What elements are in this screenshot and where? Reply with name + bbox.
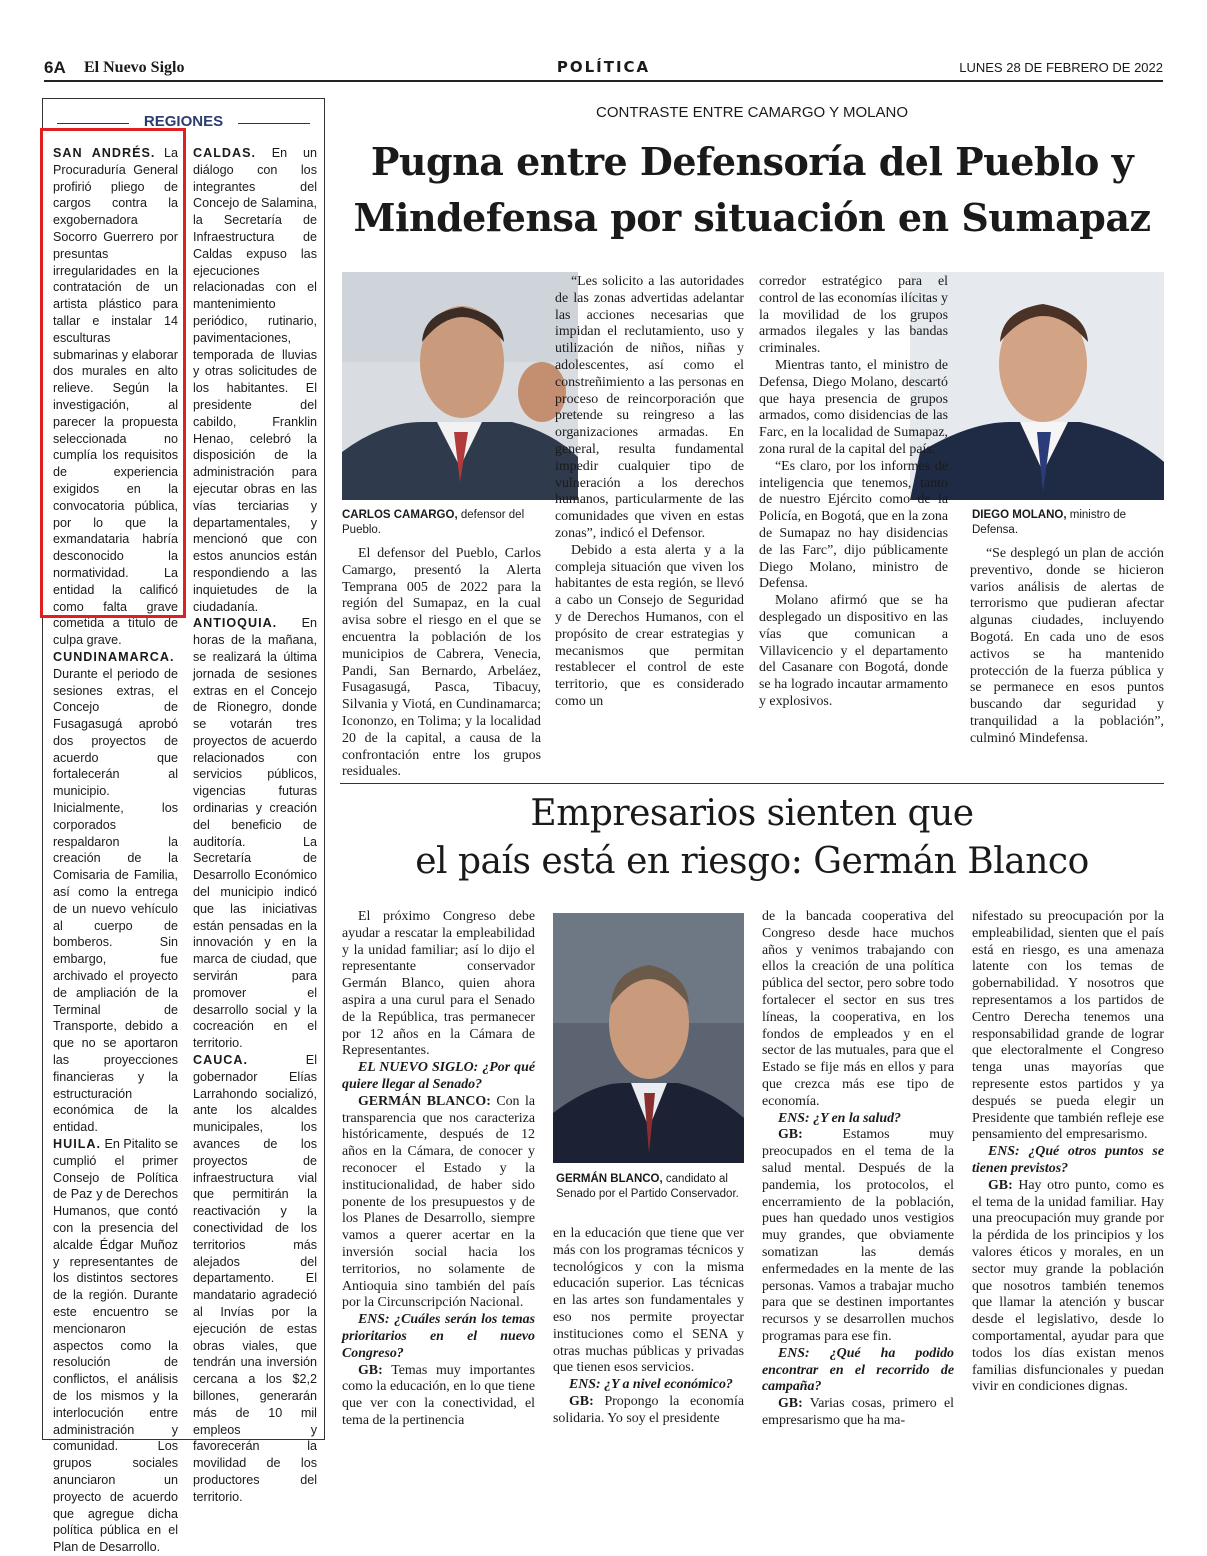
brief-text: En horas de la mañana, se realizará la última jornada de sesiones extras en el Concejo de Rionegro, donde se votarán tres proyectos de acuerdo relacionados con servicios públicos, vigencias futuras ordinarias y creación del beneficio de auditoría. La Secretaría de Desarrollo Económico del municipio indicó que las iniciativas están pensadas en la innovación y en la marca de ciudad, que servirán para promover el desarrollo social y la cocreación en el territorio. (193, 616, 317, 1051)
speaker-label: GB: (778, 1127, 803, 1143)
paragraph: “Se desplegó un plan de acción preventivo, donde se hicieron varios análisis de alertas de terrorismo que pudieran afectar algunas ciudades, incluyendo Bogotá. En cada uno de esos activos se ha mantenido protección de la fuerza pública y se permanece en esos puntos buscando dar seguridad y tranquilidad a la población”, culminó Mindefensa. (970, 546, 1164, 746)
answer-text: Temas muy importantes como la educación, en lo que tiene que ver con la conectividad, el tema de la pertinencia (342, 1362, 535, 1428)
answer-text: Hay otro punto, como es el tema de la unidad familiar. Hay una preocupación muy grande por la pérdida de los principios y los valores éticos y morales, en un sector muy grande la población que nosotros también tenemos que llamar la atención y buscar desde el legislativo, desde lo comportamental, ayudar para que todos los días existan menos familias disfuncionales y puedan vivir en condiciones dignas. (972, 1177, 1164, 1395)
interview-answer (342, 1363, 535, 1430)
interview-answer (972, 1178, 1164, 1396)
article1-column-3 (759, 274, 948, 766)
sidebar-brief (53, 1136, 178, 1556)
page-header (44, 58, 1163, 82)
paragraph: “Les solicito a las autoridades de las zonas advertidas adelantar las acciones necesarias que impidan el reclutamiento, uso y utilización de niños, niñas y adolescentes, así como el constreñimiento a las personas en proceso de reincorporación que pretende su reingreso a las organizaciones armadas. En general, resulta fundamental impedir cualquier tipo de vulneración a los derechos humanos, particularmente de las comunidades que viven en estas zonas”, indicó el Defensor. (555, 274, 744, 541)
interview-question (342, 1060, 535, 1094)
section-title: POLÍTICA (556, 58, 651, 76)
brief-text: La Procuraduría General profirió pliego de cargos contra la exgobernadora Socorro Guerrero por presuntas irregularidades en la contratación de un artista plástico para tallar e instalar 14 esculturas submarinas y elaborar dos murales en alto relieve. Según la investigación, al parecer la propuesta seleccionada no cumplía los requisitos de experiencia exigidos en la convocatoria pública, por lo que la exmandataria habría desconocido la normatividad. La entidad la calificó como falta grave cometida a título de culpa grave. (53, 146, 178, 648)
issue-date: LUNES 28 DE FEBRERO DE 2022 (959, 60, 1163, 75)
interview-answer (342, 1094, 535, 1312)
brief-region: ANTIOQUIA. (193, 616, 278, 631)
article1-column-2 (555, 274, 744, 766)
highlight-box (40, 128, 186, 618)
headline2-line-1: Empresarios sienten que (530, 793, 974, 834)
brief-text: El gobernador Elías Larrahondo socializó, ante los alcaldes municipales, los avances de los proyectos de infraestructura vial que permitirán la reactivación y la conectividad de los territorios más alejados del departamento. El mandatario agradeció al Invías por la ejecución de estas obras viales, que tendrán una inversión cercana a los $2,2 billones, generarán más de 10 mil empleos y favorecerán la movilidad de los productores del territorio. (193, 1053, 317, 1504)
article1-column-1 (342, 546, 541, 780)
question-text: ¿Qué otros puntos se tienen previstos? (972, 1144, 1164, 1176)
paragraph: corredor estratégico para el control de las economías ilícitas y la movilidad de los grupos armados ilegales y las bandas criminales. (759, 274, 948, 357)
paragraph: de la bancada cooperativa del Congreso desde hace muchos años y venimos trabajando con ellos la creación de una política pública del sector, pero sobre todo fortalecer el sector en sus tres líneas, la cooperativa, en los fondos de empleados y en el sector de las mutuales, para que el Estado se fije más en ellos y para que crezca más ese tipo de economía. (762, 909, 954, 1109)
paragraph: nifestado su preocupación por la empleabilidad, sienten que el país está en riesgo, es una amenaza latente con los temas de gobernabilidad. Y nosotros que representamos a los partidos de Centro Derecha tenemos una responsabilidad grande de lograr que electoralmente el Congreso tenga unas mayorías que represente estos partidos y ya después se pueda elegir un Presidente que también refleje ese pensamiento del empresarismo. (972, 909, 1164, 1143)
brief-text: En un diálogo con los integrantes del Concejo de Salamina, la Secretaría de Infraestructura de Caldas expuso las ejecuciones relacionadas con el mantenimiento periódico, rutinario, pavimentaciones, temporada de lluvias y otras solicitudes de los habitantes. El presidente del cabildo, Franklin Henao, celebró la disposición de la administración para ejecutar obras en las vías terciarias y departamentales, y mencionó que con estos anuncios están respondiendo a las inquietudes de la ciudadanía. (193, 146, 317, 614)
question-text: ¿Cuáles serán los temas prioritarios en el nuevo Congreso? (342, 1312, 535, 1361)
paragraph: Mientras tanto, el ministro de Defensa, Diego Molano, descartó que haya presencia de grupos armados, como disidencias de las Farc, en la localidad de Sumapaz, zona rural de la capital del país. (759, 357, 948, 457)
publication-name: El Nuevo Siglo (84, 59, 185, 76)
speaker-label: GB: (358, 1362, 383, 1378)
headline-line-2: Mindefensa por situación en Sumapaz (353, 195, 1151, 240)
article2-column-3 (762, 909, 954, 1449)
caption-blanco: GERMÁN BLANCO, candidato al Senado por el Partido Conservador. (556, 1173, 739, 1200)
sidebar-brief (53, 649, 178, 1136)
answer-text: Varias cosas, primero el empresarismo que ha ma- (762, 1396, 954, 1428)
interview-question (762, 1346, 954, 1396)
page-number: 6A (44, 58, 66, 77)
question-text: ¿Qué ha podido encontrar en el recorrido de campaña? (762, 1345, 954, 1395)
answer-text: Propongo la economía solidaria. Yo soy el presidente (553, 1393, 744, 1426)
interview-question (342, 1312, 535, 1362)
brief-text: En Pitalito se cumplió el primer Consejo de Política de Paz y de Derechos Humanos, que contó con la presencia del alcalde Édgar Muñoz y representantes de los distintos sectores de la región. Durante este encuentro se mencionaron aspectos como la resolución de conflictos, el análisis de los mismos y la interlocución entre administración y comunidad. Los grupos sociales anunciaron un proyecto de acuerdo que agregue dicha política pública en el Plan de Desarrollo. (53, 1137, 178, 1555)
caption-molano: DIEGO MOLANO, ministro de Defensa. (972, 509, 1126, 536)
interview-question (553, 1377, 744, 1394)
article2-column-1 (342, 909, 535, 1449)
brief-region: SAN ANDRÉS. (53, 146, 156, 160)
interview-answer (762, 1127, 954, 1345)
brief-region: HUILA. (53, 1137, 101, 1152)
paragraph: Molano afirmó que se ha desplegado un dispositivo en las vías que comunican a Villavicencio y el departamento del Casanare con Bogotá, donde se ha logrado incautar armamento y explosivos. (759, 593, 948, 709)
photo-german-blanco (553, 913, 744, 1163)
speaker-label: GB: (778, 1396, 803, 1412)
brief-text: Durante el periodo de sesiones extras, el Concejo de Fusagasugá aprobó dos proyectos de acuerdo que fortalecerán al municipio. Inicialmente, los corporados respaldaron la creación de la Comisaria de Familia, así como la entrega de un nuevo vehículo al cuerpo de bomberos. Sin embargo, fue archivado el proyecto de ampliación de la Terminal de Transporte, debido a que no se aportaron las proyecciones financieras y la estructuración económica de la entidad. (53, 666, 178, 1135)
paragraph: El defensor del Pueblo, Carlos Camargo, presentó la Alerta Temprana 005 de 2022 para la región del Sumapaz, en la cual avisa sobre el riesgo en el que se encuentra la población de los municipios de Cabrera, Venecia, Pandi, San Bernardo, Arbeláez, Fusagasugá, Pasca, Tibacuy, Silvania y Viotá, en Cundinamarca; Icononzo, en Tolima; y la localidad 20 de la capital, a causa de la confrontación entre los grupos residuales. (342, 546, 541, 780)
headline-line-1: Pugna entre Defensoría del Pueblo y (370, 139, 1134, 184)
question-text: ¿Y a nivel económico? (600, 1377, 733, 1393)
article-divider (340, 783, 1164, 784)
speaker-label: ENS: (778, 1345, 810, 1361)
sidebar-brief (193, 1052, 317, 1506)
question-text: ¿Por qué quiere llegar al Senado? (342, 1060, 535, 1092)
answer-text: Con la transparencia que nos caracteriza históricamente, después de 12 años en la Cámara, de conocer y reconocer el Estado y la institucionalidad, de haber sido ponente de los presupuestos y de los Planes de Desarrollo, siempre vamos a querer acertar en la inversión social hacia los territorios, no solamente de Antioquia sino también del país por la Circunscripción Nacional. (342, 1093, 535, 1311)
paragraph: “Es claro, por los informes de inteligencia que tenemos, tanto de nuestro Ejército como de la Policía, en Bogotá, que en la zona de Sumapaz no hay disidencias de las Farc”, dijo públicamente Diego Molano, ministro de Defensa. (759, 458, 949, 592)
brief-region: CAUCA. (193, 1053, 248, 1068)
article1-column-4 (970, 546, 1164, 766)
article2-column-2 (553, 1226, 744, 1451)
paragraph: Debido a esta alerta y a la compleja situación que viven los habitantes de esta región, se llevó a cabo un Consejo de Seguridad y de Derechos Humanos, con el propósito de crear estrategias y mecanismos que permitan restablecer el control de este territorio, que es considerado como un (555, 542, 744, 709)
article2-column-4 (972, 909, 1164, 1449)
interview-answer (553, 1394, 744, 1428)
paragraph: en la educación que tiene que ver más con los programas técnicos y tecnológicos y con la misma educación superior. Las técnicas en las artes son fundamentales y eso nos permite proyectar instituciones como el SENA y otras muchas públicas y privadas que tienen esos servicios. (553, 1226, 744, 1376)
photo-carlos-camargo (342, 272, 578, 500)
interview-question (972, 1144, 1164, 1178)
paragraph: El próximo Congreso debe ayudar a rescatar la empleabilidad y la unidad familiar; así lo dijo el representante conservador Germán Blanco, quien ahora aspira a una curul para el Senado de la República, tras permanecer por 12 años en la Cámara de Representantes. (342, 909, 535, 1059)
brief-region: CALDAS. (193, 146, 256, 160)
speaker-label: ENS: (569, 1377, 601, 1393)
speaker-label: EL NUEVO SIGLO: (358, 1060, 479, 1076)
speaker-label: ENS: (778, 1110, 810, 1126)
headline2-line-2: el país está en riesgo: Germán Blanco (415, 841, 1089, 882)
sidebar-brief (193, 615, 317, 1052)
interview-question (762, 1111, 954, 1128)
brief-region: CUNDINAMARCA. (53, 649, 175, 664)
speaker-label: ENS: (358, 1312, 390, 1328)
speaker-label: GB: (988, 1177, 1013, 1193)
sidebar-column-2 (193, 145, 317, 1504)
answer-text: Estamos muy preocupados en el tema de la salud mental. Después de la pandemia, los protocolos, el encerramiento de la población, pues han quedado unos vestigios muy grandes, que obviamente somatizan las demás enfermedades en la mente de las personas. Vamos a trabajar mucho para que se destinen importantes recursos y se desarrollen muchos programas para ese fin. (762, 1127, 954, 1344)
photo-diego-molano (910, 272, 1164, 500)
speaker-label: ENS: (988, 1144, 1020, 1160)
article-kicker: CONTRASTE ENTRE CAMARGO Y MOLANO (596, 104, 908, 121)
speaker-label: GB: (569, 1393, 594, 1409)
sidebar-brief (193, 145, 317, 615)
caption-camargo: CARLOS CAMARGO, defensor del Pueblo. (342, 509, 525, 536)
question-text: ¿Y en la salud? (809, 1110, 901, 1126)
interview-answer (762, 1396, 954, 1430)
speaker-label: GERMÁN BLANCO: (358, 1093, 491, 1109)
sidebar-title: REGIONES (43, 113, 324, 130)
